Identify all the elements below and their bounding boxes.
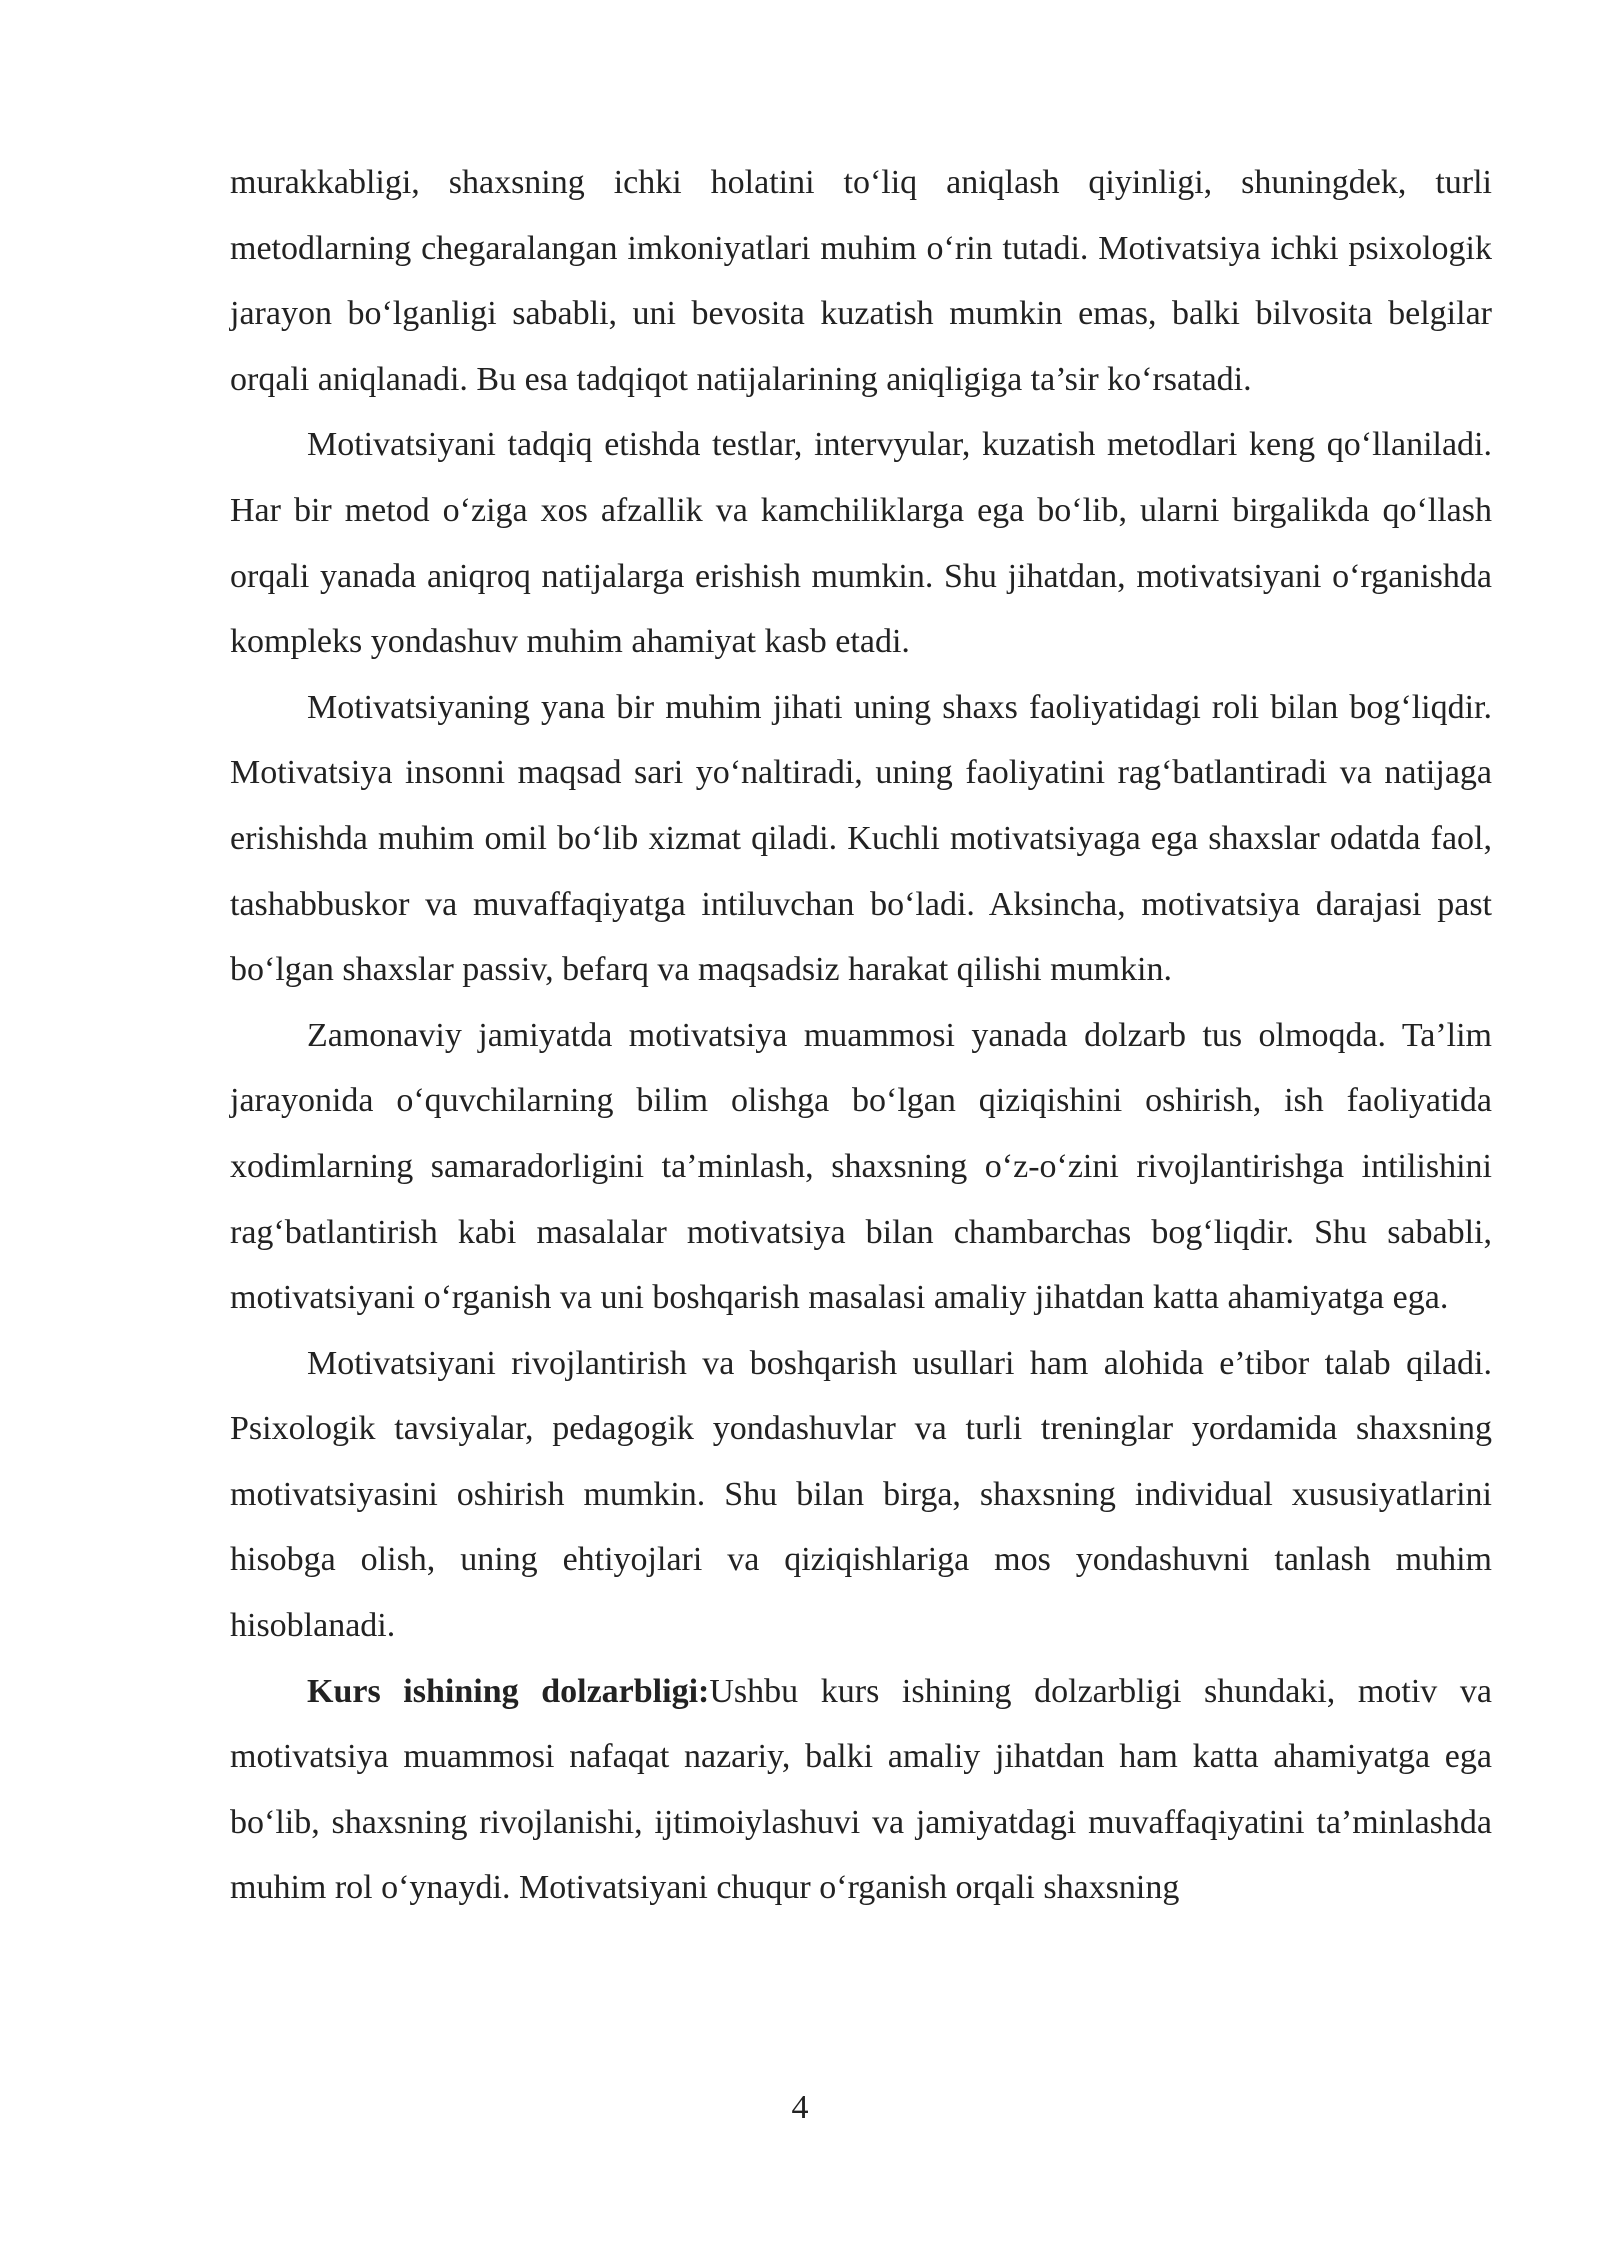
paragraph-research-methods: Motivatsiyani tadqiq etishda testlar, intervyular, kuzatish metodlari keng qo‘llaniladi. Har bir metod o‘ziga xos afzallik va kamchiliklarga ega bo‘lib, ularni birgalikda qo‘llash orqali yanada aniqroq natijalarga erishish mumkin. Shu jihatdan, motivatsiyani o‘rganishda kompleks yondashuv muhim ahamiyat kasb etadi. <box>230 426 1492 661</box>
paragraph-development-methods: Motivatsiyani rivojlantirish va boshqarish usullari ham alohida e’tibor talab qiladi. Psixologik tavsiyalar, pedagogik yondashuvlar va turli treninglar yordamida shaxsning motivatsiyasini oshirish mumkin. Shu bilan birga, shaxsning individual xususiyatlarini hisobga olish, uning ehtiyojlari va qiziqishlariga mos yondashuvni tanlash muhim hisoblanadi. <box>230 1344 1492 1645</box>
body-text <box>230 150 1492 1921</box>
relevance-text: Ushbu kurs ishining dolzarbligi shundaki, motiv va motivatsiya muammosi nafaqat nazariy, balki amaliy jihatdan ham katta ahamiyatga ega bo‘lib, shaxsning rivojlanishi, ijtimoiylashuvi va jamiyatdagi muvaffaqiyatini ta’minlashda muhim rol o‘ynaydi. Motivatsiyani chuqur o‘rganish orqali shaxsning <box>230 1672 1492 1907</box>
paragraph-motivation-role: Motivatsiyaning yana bir muhim jihati uning shaxs faoliyatidagi roli bilan bog‘liqdir. Motivatsiya insonni maqsad sari yo‘naltiradi, uning faoliyatini rag‘batlantiradi va natijaga erishishda muhim omil bo‘lib xizmat qiladi. Kuchli motivatsiyaga ega shaxslar odatda faol, tashabbuskor va muvaffaqiyatga intiluvchan bo‘ladi. Aksincha, motivatsiya darajasi past bo‘lgan shaxslar passiv, befarq va maqsadsiz harakat qilishi mumkin. <box>230 688 1492 989</box>
paragraph-continuation: murakkabligi, shaxsning ichki holatini to‘liq aniqlash qiyinligi, shuningdek, turli metodlarning chegaralangan imkoniyatlari muhim o‘rin tutadi. Motivatsiya ichki psixologik jarayon bo‘lganligi sababli, uni bevosita kuzatish mumkin emas, balki bilvosita belgilar orqali aniqlanadi. Bu esa tadqiqot natijalarining aniqligiga ta’sir ko‘rsatadi. <box>230 164 1492 398</box>
page-number: 4 <box>791 2089 809 2126</box>
paragraph-modern-society: Zamonaviy jamiyatda motivatsiya muammosi yanada dolzarb tus olmoqda. Ta’lim jarayonida o‘quvchilarning bilim olishga bo‘lgan qiziqishini oshirish, ish faoliyatida xodimlarning samaradorligini ta’minlash, shaxsning o‘z-o‘zini rivojlantirishga intilishini rag‘batlantirish kabi masalalar motivatsiya bilan chambarchas bog‘liqdir. Shu sababli, motivatsiyani o‘rganish va uni boshqarish masalasi amaliy jihatdan katta ahamiyatga ega. <box>230 1016 1492 1317</box>
relevance-heading: Kurs ishining dolzarbligi: <box>307 1672 710 1710</box>
paragraph-relevance <box>230 1659 1492 1921</box>
